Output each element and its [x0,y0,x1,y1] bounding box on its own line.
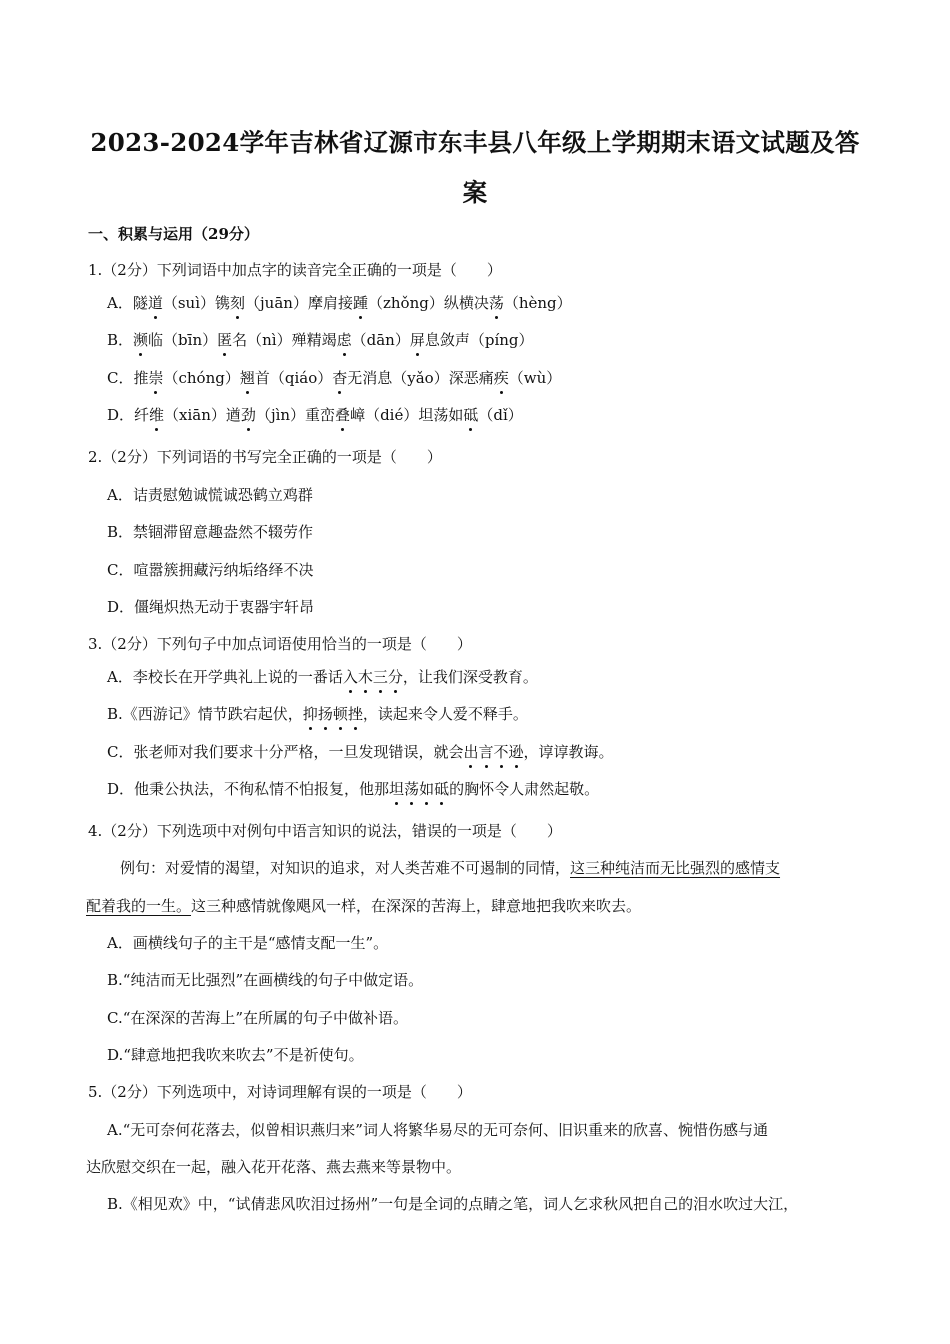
q3-option-d [107,778,599,800]
text: ，谆谆教诲。 [523,743,614,761]
underlined-text: 这三种纯洁而无比强烈的感情支 [570,859,781,877]
text: （zhǒng）纵横决 [367,294,489,312]
q2-option-b: B．禁锢滞留意趣盎然不辍劳作 [107,523,314,541]
text: （juān）摩肩接 [245,294,353,312]
text: 无消息（yǎo）深恶痛 [347,369,494,387]
q1-option-d [107,404,523,426]
text: ，读起来令人爱不释手。 [362,705,528,723]
q3-option-a [107,666,538,688]
text: A．李校长在开学典礼上说的一番话 [107,668,343,686]
text: （hèng） [503,294,572,312]
text: D．纤 [107,406,150,424]
dotted-char: 挫 [347,705,363,723]
dotted-char: 砥 [434,780,450,798]
q4-option-b: B.“纯洁而无比强烈”在画横线的句子中做定语。 [107,971,424,989]
dotted-char: 出 [463,743,479,761]
dotted-char: 匿 [217,331,233,349]
dotted-char: 砥 [463,406,479,424]
q3-stem: 3.（2分）下列句子中加点词语使用恰当的一项是（ ） [88,635,472,653]
dotted-phrase [463,743,523,761]
q2-option-c: C．喧嚣簇拥藏污纳垢络绎不决 [107,561,314,579]
dotted-phrase [303,705,363,723]
dotted-char: 坦 [389,780,405,798]
q4-option-a: A．画横线句子的主干是“感情支配一生”。 [107,934,389,952]
dotted-char: 疾 [493,369,509,387]
dotted-phrase [343,668,403,686]
text: C．张老师对我们要求十分严格，一旦发现错误，就会 [107,743,464,761]
text: 嶂（dié）坦荡如 [350,406,464,424]
document-title [60,118,890,218]
text: （chóng） [163,369,240,387]
dotted-char: 崇 [148,369,164,387]
text: （xiān）遒 [164,406,241,424]
q1-option-a [107,292,572,314]
q5-option-a-line-1: A.“无可奈何花落去，似曾相识燕归来”词人将繁华易尽的无可奈何、旧识重来的欣喜、惋惜伤感与通 [107,1121,768,1139]
dotted-char: 劲 [240,406,256,424]
q2-option-d: D．僵绳炽热无动于衷器宇轩昂 [107,598,315,616]
q2-stem: 2.（2分）下列词语的书写完全正确的一项是（ ） [88,448,442,466]
text: （suì）镌 [162,294,231,312]
dotted-char: 翘 [239,369,255,387]
q4-example-line-2 [86,895,641,917]
title-line-2: 案 [462,178,488,207]
text: B． [107,331,134,349]
text: （dǐ） [478,406,523,424]
dotted-char: 不 [493,743,509,761]
q3-option-b [107,703,528,725]
dotted-char: 分 [387,668,403,686]
text: 的胸怀令人肃然起敬。 [449,780,600,798]
dotted-phrase [389,780,449,798]
title-line-1: 2023-2024学年吉林省辽源市东丰县八年级上学期期末语文试题及答 [90,128,860,157]
dotted-char: 濒 [133,331,149,349]
text: B.《西游记》情节跌宕起伏， [107,705,303,723]
q1-option-b [107,329,534,351]
dotted-char: 木 [357,668,373,686]
dotted-char: 叠 [335,406,351,424]
dotted-char: 踵 [352,294,368,312]
dotted-char: 言 [478,743,494,761]
dotted-char: 入 [342,668,358,686]
dotted-char: 维 [149,406,165,424]
text: （dān） [351,331,410,349]
q5-option-a-line-2: 达欣慰交织在一起，融入花开花落、燕去燕来等景物中。 [86,1158,462,1176]
q1-option-c [107,367,561,389]
dotted-char: 刻 [230,294,246,312]
dotted-char: 杳 [332,369,348,387]
dotted-char: 三 [372,668,388,686]
text: ，让我们深受教育。 [402,668,538,686]
text: （wù） [508,369,562,387]
dotted-char: 虑 [336,331,352,349]
q5-option-b-line-1: B.《相见欢》中，“试倩悲风吹泪过扬州”一句是全词的点睛之笔，词人乞求秋风把自己的泪水吹过大江， [107,1195,799,1213]
dotted-char: 如 [419,780,435,798]
text: C．推 [107,369,149,387]
q5-stem: 5.（2分）下列选项中，对诗词理解有误的一项是（ ） [88,1083,472,1101]
dotted-char: 逊 [508,743,524,761]
q3-option-c [107,741,614,763]
dotted-char: 扬 [317,705,333,723]
text: 例句：对爱情的渴望，对知识的追求，对人类苦难不可遏制的同情， [120,859,571,877]
q4-option-d: D.“肆意地把我吹来吹去”不是祈使句。 [107,1046,364,1064]
q2-option-a: A．诘责慰勉诚慌诚恐鹤立鸡群 [107,486,313,504]
q1-stem: 1.（2分）下列词语中加点字的读音完全正确的一项是（ ） [88,261,502,279]
text: A．隧 [107,294,148,312]
text: 首（qiáo） [254,369,333,387]
dotted-char: 抑 [302,705,318,723]
text: 临（bīn） [148,331,218,349]
q4-example-line-1 [120,857,780,879]
dotted-char: 顿 [332,705,348,723]
section-heading: 一、积累与运用（29分） [88,225,259,243]
q4-option-c: C.“在深深的苦海上”在所属的句子中做补语。 [107,1009,409,1027]
underlined-text: 配着我的一生。 [86,897,192,915]
q4-stem: 4.（2分）下列选项中对例句中语言知识的说法，错误的一项是（ ） [88,822,562,840]
text: 这三种感情就像飓风一样，在深深的苦海上，肆意地把我吹来吹去。 [191,897,642,915]
dotted-char: 道 [147,294,163,312]
dotted-char: 屏 [409,331,425,349]
text: （jìn）重峦 [255,406,336,424]
text: 息敛声（píng） [424,331,534,349]
dotted-char: 荡 [404,780,420,798]
text: D．他秉公执法，不徇私情不怕报复，他那 [107,780,390,798]
dotted-char: 荡 [488,294,504,312]
text: 名（nì）殚精竭 [232,331,337,349]
